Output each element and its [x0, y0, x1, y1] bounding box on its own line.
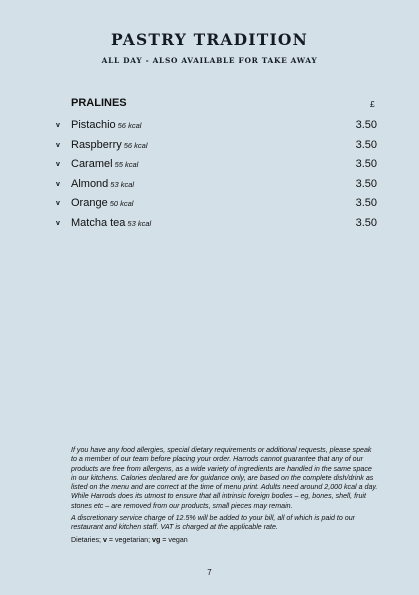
item-name-wrap: [71, 139, 148, 151]
item-name: Pistachio: [71, 119, 116, 131]
item-price: 3.50: [355, 138, 377, 151]
item-name-wrap: [71, 197, 133, 209]
diet-marker: v: [56, 122, 60, 129]
menu-subtitle: ALL DAY - ALSO AVAILABLE FOR TAKE AWAY: [101, 56, 318, 65]
dietaries-prefix: Dietaries;: [71, 535, 103, 544]
item-kcal: 53 kcal: [127, 218, 152, 228]
item-price: 3.50: [355, 216, 377, 229]
item-name-wrap: [71, 178, 134, 190]
item-name: Almond: [71, 177, 109, 190]
item-kcal: 56 kcal: [123, 140, 148, 150]
menu-list: [0, 119, 419, 236]
item-price: 3.50: [355, 158, 377, 170]
diet-marker: v: [56, 161, 60, 168]
item-name: Orange: [71, 197, 108, 209]
item-name: Matcha tea: [71, 216, 126, 229]
service-charge-notice: A discretionary service charge of 12.5% will be added to your bill, all of which is paid to our restaurant and kitchen staff. VAT is charged at the applicable rate.: [71, 514, 356, 532]
menu-item: [0, 197, 419, 217]
diet-marker: v: [56, 180, 60, 188]
vegan-text: = vegan: [160, 535, 188, 544]
item-name: Caramel: [71, 158, 113, 170]
menu-item: [0, 158, 419, 178]
item-name-wrap: [71, 217, 151, 229]
allergy-notice: If you have any food allergies, special dietary requirements or additional requests, please speak to a member of our team before placing your order. Harrods cannot guarantee that any of our products are free from allergens, as a wide variety of ingredients are handled in the same space in our kitchens. Calories declared are for guidance only, are based on the complete dish/drink as listed on the menu and are correct at the time of menu print. Adults need around 2,000 kcal a day. While Harrods does its utmost to ensure that all intrinsic foreign bodies – eg, bones, shell, fruit stones etc – are removed from our products, small pieces may remain.: [71, 446, 378, 510]
section-title: PRALINES: [71, 97, 127, 109]
menu-title: PASTRY TRADITION: [111, 30, 308, 49]
diet-marker: v: [56, 219, 60, 227]
item-kcal: 50 kcal: [109, 199, 134, 208]
item-price: 3.50: [355, 119, 377, 131]
veg-text: = vegetarian;: [106, 535, 153, 544]
menu-item: [0, 119, 419, 139]
currency-symbol: £: [370, 99, 375, 109]
item-name-wrap: [71, 119, 141, 131]
veg-code: v: [102, 535, 107, 544]
item-price: 3.50: [355, 197, 377, 209]
menu-item: [0, 139, 419, 159]
page-number: 7: [207, 568, 212, 577]
footer-notes: [71, 446, 379, 548]
item-kcal: 53 kcal: [110, 179, 135, 189]
menu-item: [0, 178, 419, 198]
dietaries-legend: [71, 536, 379, 545]
diet-marker: v: [56, 141, 60, 149]
diet-marker: v: [56, 200, 60, 207]
item-name-wrap: [71, 158, 138, 170]
item-name: Raspberry: [71, 138, 122, 151]
vegan-code: vg: [152, 535, 161, 544]
item-kcal: 56 kcal: [117, 121, 142, 130]
item-price: 3.50: [355, 177, 377, 190]
item-kcal: 55 kcal: [114, 160, 139, 169]
menu-item: [0, 217, 419, 237]
